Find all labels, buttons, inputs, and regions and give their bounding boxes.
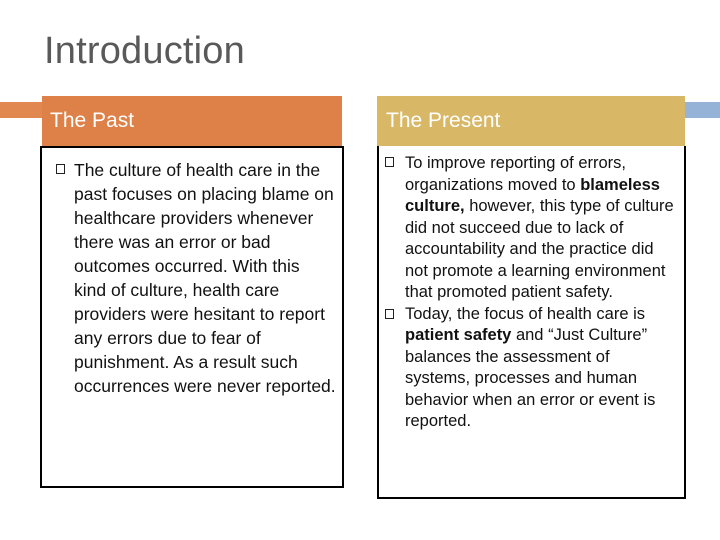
present-bullet-2-text-before: Today, the focus of health care is (405, 304, 645, 323)
present-header: The Present (377, 96, 685, 146)
present-bullet-2-text-after: and “Just Culture” balances the assessment of systems, processes and human behavior when an error or event is reported. (405, 326, 656, 430)
past-bullet-text: The culture of health care in the past focuses on placing blame on healthcare providers whenever there was an error or bad outcomes occurred. With this kind of culture, health care providers were hesitant to report any errors due to fear of punishment. As a result such occurrences were never reported. (74, 160, 336, 396)
square-bullet-icon (385, 309, 394, 319)
past-bullet-item (42, 148, 342, 398)
present-bullet-item (379, 146, 684, 304)
accent-bar-left (0, 102, 44, 118)
past-content-box (40, 146, 344, 488)
past-bullet-list (42, 148, 342, 398)
present-bullet-item (379, 304, 684, 433)
present-bullet-1-text-after: however, this type of culture did not succeed due to lack of accountability and the practice did not promote a learning environment that promoted patient safety. (405, 197, 674, 301)
slide-title: Introduction (44, 30, 245, 72)
present-content-box (377, 146, 686, 499)
past-header: The Past (42, 96, 342, 146)
present-bullet-2-bold: patient safety (405, 326, 512, 344)
present-bullet-1-bold: blameless culture, (405, 175, 660, 215)
present-bullet-1-text-before: To improve reporting of errors, organizations moved to (405, 154, 627, 194)
accent-bar-right (685, 102, 720, 118)
square-bullet-icon (56, 164, 65, 174)
square-bullet-icon (385, 157, 394, 167)
present-bullet-list (379, 146, 684, 433)
